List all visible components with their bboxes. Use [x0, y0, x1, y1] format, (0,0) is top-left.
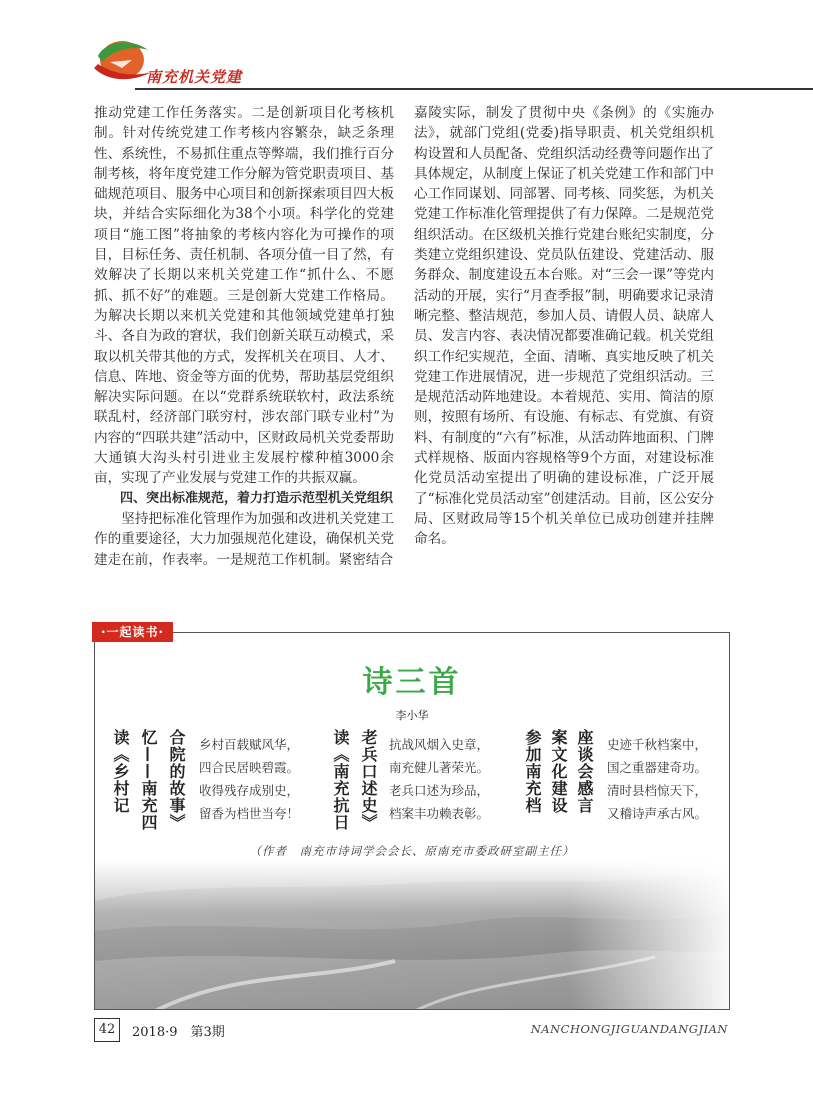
header-rule: [135, 88, 813, 90]
poem-line: 四合民居映碧霞。: [199, 760, 300, 775]
journal-brand: 南充机关党建: [146, 68, 243, 86]
reading-box: [94, 632, 730, 1010]
poem-author: 李小华: [395, 709, 429, 722]
poem-line: 史迹千秋档案中，: [607, 737, 708, 752]
page-number: 42: [94, 1018, 120, 1042]
poem-2-title-col-2: 老兵口述史》: [359, 729, 378, 831]
page-header: [0, 0, 813, 95]
poem-3-title-col-1: 参加南充档: [523, 729, 542, 814]
poem-line: 留香为档世当夸！: [199, 806, 300, 821]
article-paragraph: 坚持把标准化管理作为加强和改进机关党建工作的重要途径，大力加强规范化建设，确保机关党建走在前，作表率。一是规范工作机制。紧密结合: [94, 510, 394, 568]
poem-1-title-col-1: 读《乡村记: [111, 729, 130, 814]
poem-line: 清时县档惊天下，: [607, 783, 708, 798]
poem-1-lines: [199, 733, 299, 825]
city-aerial-illustration: [95, 861, 729, 1010]
poem-line: 老兵口述为珍品，: [389, 783, 490, 798]
poem-line: 抗战风烟入史章，: [389, 737, 490, 752]
party-logo-icon: [92, 36, 154, 88]
poem-3-lines: [607, 733, 707, 825]
poem-3-title-col-3: 座谈会感言: [575, 729, 594, 814]
poem-line: 档案丰功赖表彰。: [389, 806, 490, 821]
poem-line: 乡村百载赋风华，: [199, 737, 300, 752]
author-credit: （作者 南充市诗词学会会长、原南充市委政研室副主任）: [249, 844, 575, 858]
poem-line: 国之重器建奇功。: [607, 760, 708, 775]
poem-line: 南充健儿著荣光。: [389, 760, 490, 775]
poem-2-title-col-1: 读《南充抗日: [331, 729, 350, 831]
poem-2-lines: [389, 733, 489, 825]
article-paragraph: 推动党建工作任务落实。二是创新项目化考核机制。针对传统党建工作考核内容繁杂，缺乏条理性、系统性，不易抓住重点等弊端，我们推行百分制考核，将年度党建工作分解为管党职责项目、基础规范项目、服务中心项目和创新探索项目四大板块，并结合实际细化为38个小项。科学化的党建项目“施工图”将抽象的考核内容化为可操作的项目，目标任务、责任机制、各项分值一目了然，有效解决了长期以来机关党建工作“抓什么、不愿抓、抓不好”的难题。三是创新大党建工作格局。为解决长期以来机关党建和其他领域党建单打独斗、各自为政的窘状，我们创新关联互动模式，采取以机关带其他的方式，发挥机关在项目、人才、信息、阵地、资金等方面的优势，帮助基层党组织解决实际问题。在以“党群系统联软村，政法系统联乱村，经济部门联穷村，涉农部门联专业村”为内容的“四联共建”活动中，区财政局机关党委帮助大通镇大沟头村引进业主发展柠檬种植3000余亩，实现了产业发展与党建工作的共振双赢。: [94, 105, 394, 487]
poem-line: 又稽诗声承古风。: [607, 806, 708, 821]
journal-name-pinyin: NANCHONGJIGUANDANGJIAN: [530, 1022, 728, 1036]
page-footer: [94, 1018, 728, 1042]
section-heading: 四、突出标准规范，着力打造示范型机关党组织: [120, 490, 394, 506]
poem-collection-title: 诗三首: [362, 665, 462, 700]
article-column-right: [414, 103, 714, 550]
poem-3-title-col-2: 案文化建设: [549, 729, 568, 814]
article-column-left: [94, 103, 394, 570]
reading-section-tag: ·一起读书·: [92, 622, 173, 642]
poem-line: 收得残存成别史，: [199, 783, 300, 798]
poem-1-title-col-3: 合院的故事》: [167, 729, 186, 831]
poem-1-title-col-2: 忆——南充四: [139, 729, 158, 831]
article-paragraph: 嘉陵实际，制发了贯彻中央《条例》的《实施办法》，就部门党组(党委)指导职责、机关党组织机构设置和人员配备、党组织活动经费等问题作出了具体规定，从制度上保证了机关党建工作和部门中心工作同谋划、同部署、同考核、同奖惩，为机关党建工作标准化管理提供了有力保障。二是规范党组织活动。在区级机关推行党建台账纪实制度，分类建立党组织建设、党员队伍建设、党建活动、服务群众、制度建设五本台账。对“三会一课”等党内活动的开展，实行“月查季报”制，明确要求记录清晰完整、整洁规范，参加人员、请假人员、缺席人员、发言内容、表决情况都要准确记载。机关党组织工作纪实规范，全面、清晰、真实地反映了机关党建工作进展情况，进一步规范了党组织活动。三是规范活动阵地建设。本着规范、实用、简洁的原则，按照有场所、有设施、有标志、有党旗、有资料、有制度的“六有”标准，从活动阵地面积、门牌式样规格、版面内容规格等9个方面，对建设标准化党员活动室提出了明确的建设标准，广泛开展了“标准化党员活动室”创建活动。目前，区公安分局、区财政局等15个机关单位已成功创建并挂牌命名。: [414, 105, 714, 548]
issue-label: 2018·9 第3期: [132, 1025, 225, 1040]
